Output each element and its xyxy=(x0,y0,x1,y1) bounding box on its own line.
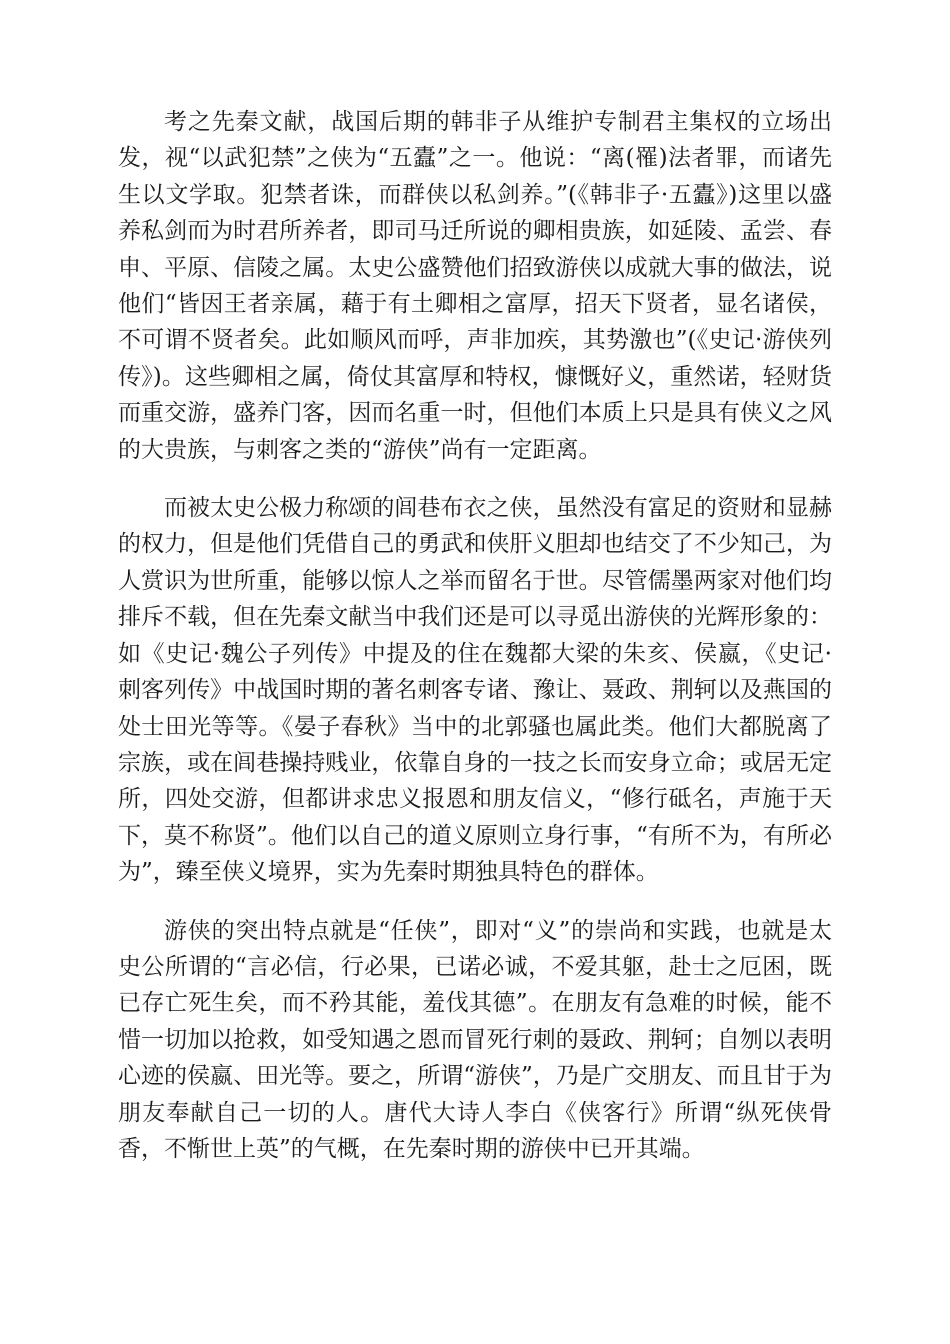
document-body xyxy=(118,104,832,1167)
paragraph-3: 游侠的突出特点就是“任侠”，即对“义”的崇尚和实践，也就是太史公所谓的“言必信，行必果，已诺必诚，不爱其躯，赴士之厄困，既已存亡死生矣，而不矜其能，羞伐其德”。在朋友有急难的时候，能不惜一切加以抢救，如受知遇之恩而冒死行刺的聂政、荆轲；自刎以表明心迹的侯嬴、田光等。要之，所谓“游侠”，乃是广交朋友、而且甘于为朋友奉献自己一切的人。唐代大诗人李白《侠客行》所谓“纵死侠骨香，不惭世上英”的气概，在先秦时期的游侠中已开其端。 xyxy=(118,917,832,1162)
paragraph-2: 而被太史公极力称颂的闾巷布衣之侠，虽然没有富足的资财和显赫的权力，但是他们凭借自己的勇武和侠肝义胆却也结交了不少知己，为人赏识为世所重，能够以惊人之举而留名于世。尽管儒墨两家对他们均排斥不载，但在先秦文献当中我们还是可以寻觅出游侠的光辉形象的：如《史记·魏公子列传》中提及的住在魏都大梁的朱亥、侯嬴，《史记·刺客列传》中战国时期的著名刺客专诸、豫让、聂政、荆轲以及燕国的处士田光等等。《晏子春秋》当中的北郭骚也属此类。他们大都脱离了宗族，或在闾巷操持贱业，依靠自身的一技之长而安身立命；或居无定所，四处交游，但都讲求忠义报恩和朋友信义，“修行砥名，声施于天下，莫不称贤”。他们以自己的道义原则立身行事，“有所不为，有所必为”，臻至侠义境界，实为先秦时期独具特色的群体。 xyxy=(118,495,832,886)
paragraph-1: 考之先秦文献，战国后期的韩非子从维护专制君主集权的立场出发，视“以武犯禁”之侠为“五蠹”之一。他说：“离(罹)法者罪，而诸先生以文学取。犯禁者诛，而群侠以私剑养。”(《韩非子·五蠹》)这里以盛养私剑而为时君所养者，即司马迁所说的卿相贵族，如延陵、孟尝、春申、平原、信陵之属。太史公盛赞他们招致游侠以成就大事的做法，说他们“皆因王者亲属，藉于有土卿相之富厚，招天下贤者，显名诸侯，不可谓不贤者矣。此如顺风而呼，声非加疾，其势激也”(《史记·游侠列传》)。这些卿相之属，倚仗其富厚和特权，慷慨好义，重然诺，轻财货而重交游，盛养门客，因而名重一时，但他们本质上只是具有侠义之风的大贵族，与刺客之类的“游侠”尚有一定距离。 xyxy=(118,109,832,463)
